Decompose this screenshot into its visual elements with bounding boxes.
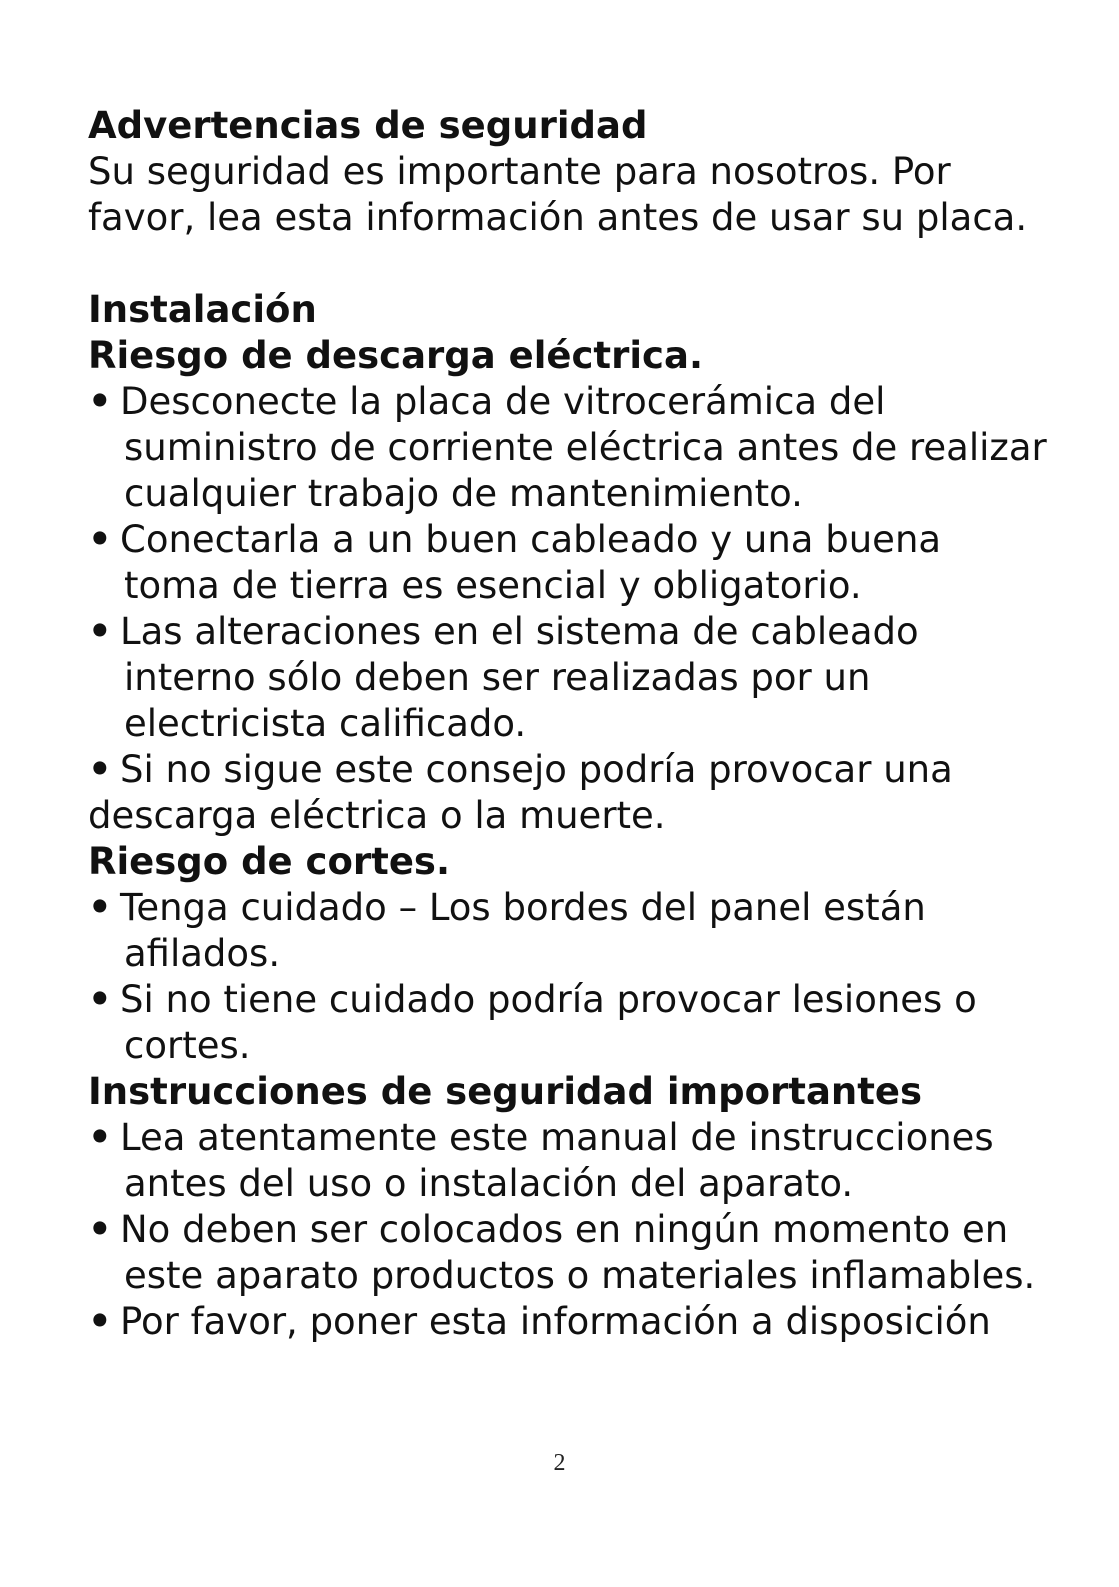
- list-item-text: Conectarla a un buen cableado y una buena toma de tierra es esencial y obligatorio.: [120, 518, 942, 607]
- important-instructions-heading: Instrucciones de seguridad importantes: [88, 1070, 923, 1113]
- bullet-icon: •: [88, 1116, 112, 1159]
- list-item-text: Si no sigue este consejo podría provocar una descarga eléctrica o la muerte.: [88, 748, 953, 837]
- section-spacer: [88, 241, 1048, 287]
- important-instructions-list: [88, 1115, 1048, 1345]
- cuts-risk-heading: Riesgo de cortes.: [88, 840, 450, 883]
- list-item-text: Desconecte la placa de vitrocerámica del suministro de corriente eléctrica antes de realizar cualquier trabajo de mantenimiento.: [120, 380, 1047, 515]
- shock-risk-list: [88, 379, 1048, 839]
- safety-intro: Su seguridad es importante para nosotros. Por favor, lea esta información antes de usar su placa.: [88, 150, 1028, 239]
- list-item-text: Tenga cuidado – Los bordes del panel están afilados.: [120, 886, 926, 975]
- document-page: [88, 103, 1048, 1345]
- list-item-text: Las alteraciones en el sistema de cableado interno sólo deben ser realizadas por un electricista calificado.: [120, 610, 919, 745]
- list-item-text: Por favor, poner esta información a disposición: [120, 1300, 991, 1343]
- cuts-risk-list: [88, 885, 1048, 1069]
- list-item: [88, 747, 1048, 839]
- list-item: [88, 609, 1048, 747]
- bullet-icon: •: [88, 610, 112, 653]
- list-item: [88, 517, 1048, 609]
- list-item: [88, 977, 1048, 1069]
- list-item-text: No deben ser colocados en ningún momento en este aparato productos o materiales inflamables.: [120, 1208, 1036, 1297]
- bullet-icon: •: [88, 380, 112, 423]
- list-item: [88, 379, 1048, 517]
- page-number: 2: [553, 1450, 566, 1476]
- bullet-icon: •: [88, 518, 112, 561]
- bullet-icon: •: [88, 886, 112, 929]
- shock-risk-heading: Riesgo de descarga eléctrica.: [88, 334, 703, 377]
- bullet-icon: •: [88, 978, 112, 1021]
- bullet-icon: •: [88, 1300, 112, 1343]
- list-item-text: Lea atentamente este manual de instrucciones antes del uso o instalación del aparato.: [120, 1116, 994, 1205]
- list-item: [88, 1115, 1048, 1207]
- installation-heading: Instalación: [88, 288, 317, 331]
- bullet-icon: •: [88, 748, 112, 791]
- bullet-icon: •: [88, 1208, 112, 1251]
- list-item: [88, 1207, 1048, 1299]
- list-item: [88, 885, 1048, 977]
- list-item-text: Si no tiene cuidado podría provocar lesiones o cortes.: [120, 978, 977, 1067]
- safety-heading: Advertencias de seguridad: [88, 104, 648, 147]
- list-item: [88, 1299, 1048, 1345]
